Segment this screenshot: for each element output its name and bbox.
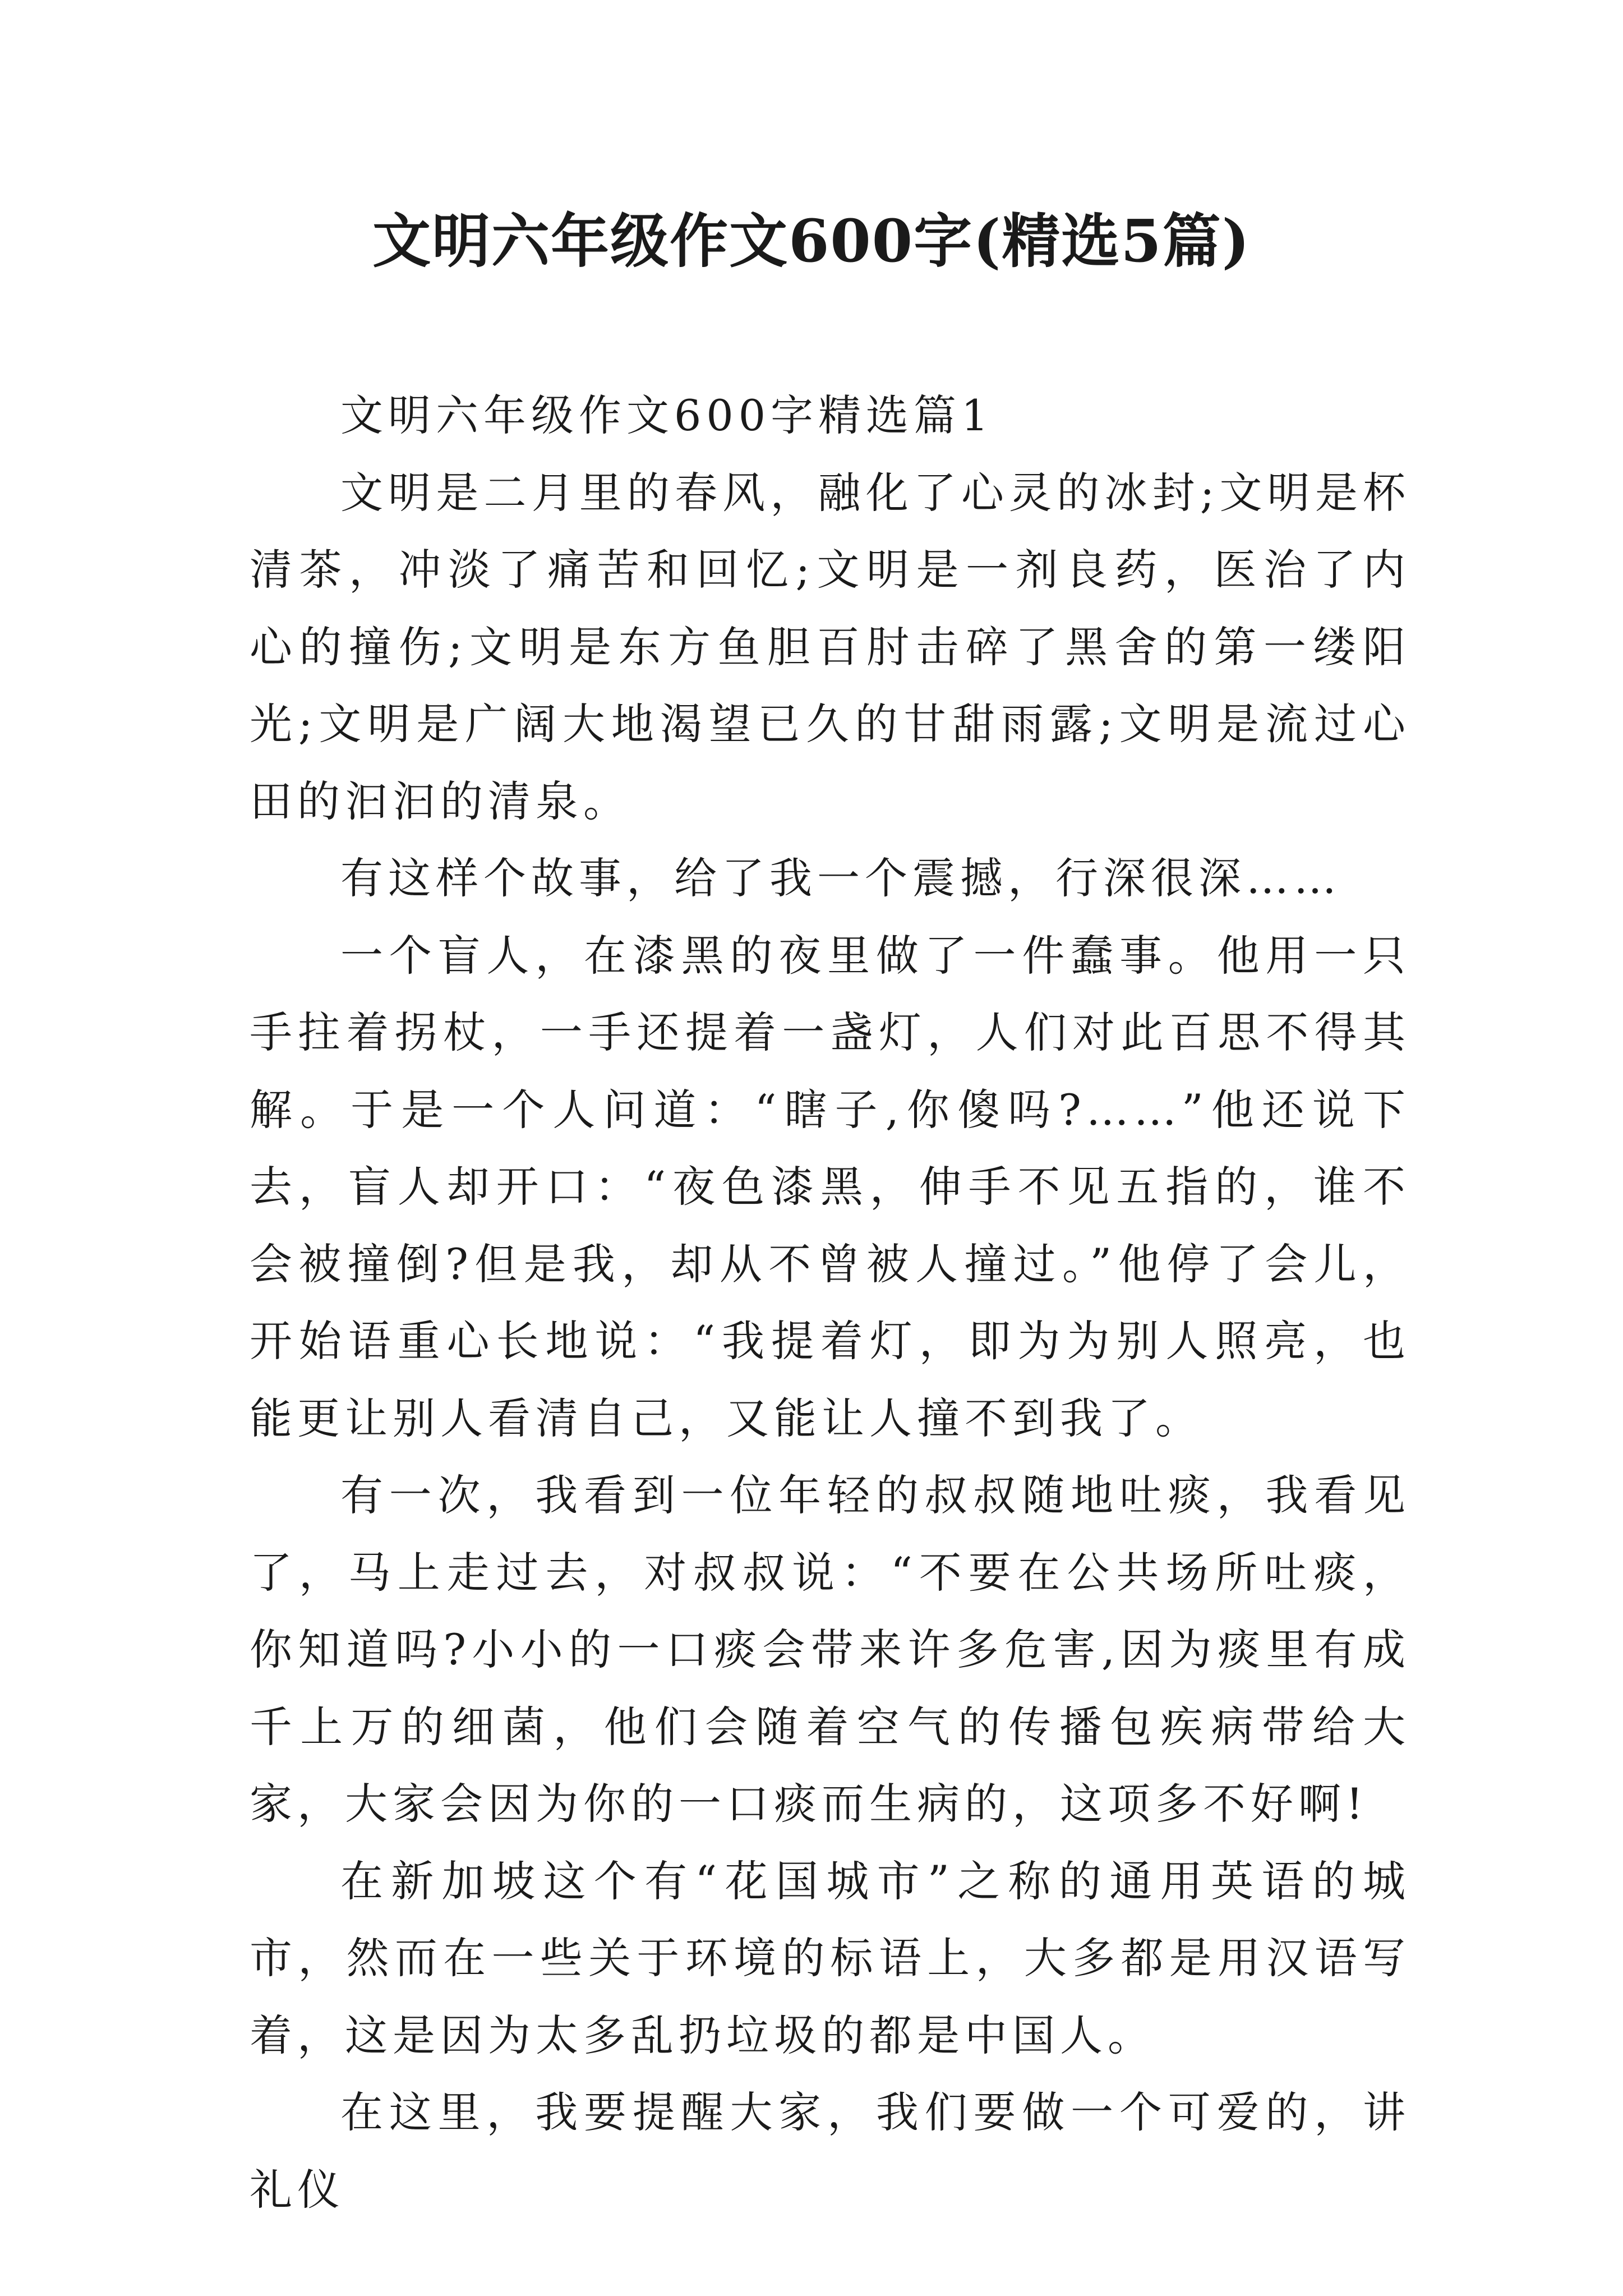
paragraph: 在这里，我要提醒大家，我们要做一个可爱的，讲礼仪 xyxy=(250,2087,1410,2215)
paragraph: 在新加坡这个有“花国城市”之称的通用英语的城市，然而在一些关于环境的标语上，大多都是用汉语写着，这是因为太多乱扔垃圾的都是中国人。 xyxy=(250,1856,1410,2060)
section-heading: 文明六年级作文600字精选篇1 xyxy=(340,390,994,440)
paragraph: 有一次，我看到一位年轻的叔叔随地吐痰，我看见了，马上走过去，对叔叔说：“不要在公共场所吐痰，你知道吗?小小的一口痰会带来许多危害,因为痰里有成千上万的细菌，他们会随着空气的传播包疾病带给大家，大家会因为你的一口痰而生病的，这项多不好啊! xyxy=(250,1470,1410,1829)
paragraph: 有这样个故事，给了我一个震撼，行深很深…… xyxy=(340,853,1341,903)
paragraph: 一个盲人，在漆黑的夜里做了一件蠢事。他用一只手拄着拐杖，一手还提着一盏灯，人们对此百思不得其解。于是一个人问道：“瞎子,你傻吗?……”他还说下去，盲人却开口：“夜色漆黑，伸手不见五指的，谁不会被撞倒?但是我，却从不曾被人撞过。”他停了会儿，开始语重心长地说：“我提着灯，即为为别人照亮，也能更让别人看清自己，又能让人撞不到我了。 xyxy=(250,930,1410,1443)
document-title: 文明六年级作文600字(精选5篇) xyxy=(372,206,1251,275)
document-body xyxy=(250,377,1410,2228)
paragraph: 文明是二月里的春风，融化了心灵的冰封;文明是杯清茶，冲淡了痛苦和回忆;文明是一剂良药，医治了内心的撞伤;文明是东方鱼胆百肘击碎了黑舍的第一缕阳光;文明是广阔大地渴望已久的甘甜雨露;文明是流过心田的汩汩的清泉。 xyxy=(250,467,1410,826)
